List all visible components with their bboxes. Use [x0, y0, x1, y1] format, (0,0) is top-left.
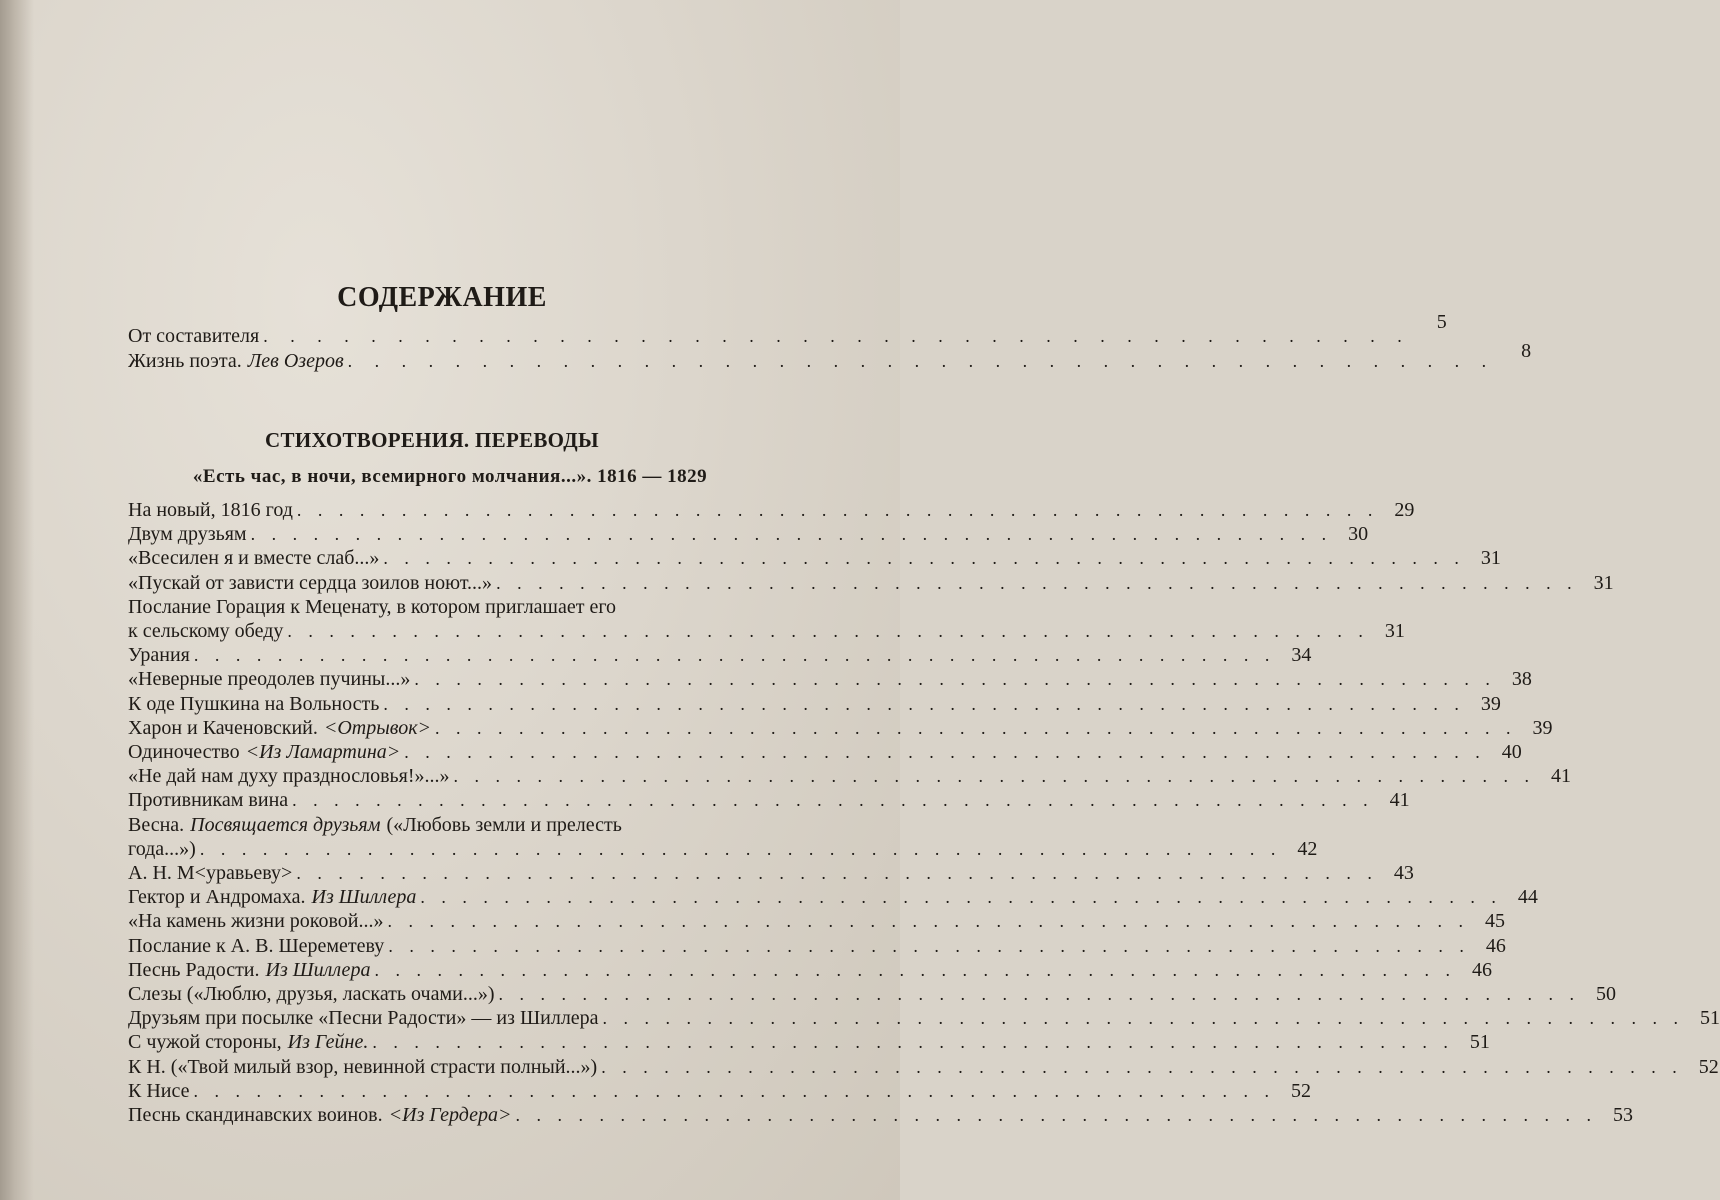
toc-entry: [128, 643, 1312, 667]
toc-entry: [128, 885, 1538, 909]
toc-entry-page: 41: [1551, 765, 1572, 788]
toc-leader-dots: . . . . . . . . . . . . . . . . . . . . . . . . . . . . . . . . . . . . . . . . . . . . . . . . . . . .: [498, 984, 1580, 1005]
toc-leader-dots: . . . . . . . . . . . . . . . . . . . . . . . . . . . . . . . . . . . . . . . . . . . . . . . . . . . .: [404, 742, 1486, 763]
toc-entry-page: 43: [1393, 862, 1414, 885]
toc-entry-title: Одиночество: [128, 741, 240, 764]
toc-leader-dots: . . . . . . . . . . . . . . . . . . . . . . . . . . . . . . . . . . . . . . . . . . . . . . . . . . . .: [292, 790, 1374, 811]
toc-entry-title: Песнь Радости.: [128, 958, 260, 981]
page-binding-shadow: [0, 0, 34, 1200]
toc-entry-title: К оде Пушкина на Вольность: [128, 692, 380, 715]
toc-entry-page: 53: [1613, 1104, 1634, 1127]
toc-entry-page: 51: [1700, 1007, 1720, 1030]
toc-entry-note: <Из Ламартина>: [245, 741, 401, 764]
toc-entry-title: С чужой стороны,: [128, 1031, 282, 1054]
toc-leader-dots: . . . . . . . . . . . . . . . . . . . . . . . . . . . . . . . . . . . . . . . . . . . . . . . . . . . .: [372, 1032, 1454, 1053]
toc-leader-dots: . . . . . . . . . . . . . . . . . . . . . . . . . . . . . . . . . . . . . . . . . . . . . . . . . . . .: [193, 645, 1276, 666]
toc-leader-dots: . . . . . . . . . . . . . . . . . . . . . . . . . . . . . . . . . . . . . . . . . . . . . . . . . . . .: [374, 959, 1456, 980]
toc-entry-page: 5: [1436, 311, 1447, 333]
toc-entry-title-cont: к сельскому обеду: [128, 620, 284, 643]
toc-leader-dots: . . . . . . . . . . . . . . . . . . . . . . . . . . . . . . . . . . . . . . . . . . . . . . . . . . . .: [387, 911, 1470, 932]
toc-entry-title: К Нисе: [128, 1079, 190, 1102]
toc-entry-page: 52: [1290, 1079, 1311, 1102]
toc-entry-page: 50: [1595, 983, 1616, 1006]
toc-entry-page: 52: [1698, 1055, 1719, 1078]
toc-entry-title: Весна.: [128, 813, 185, 836]
toc-entry-page: 38: [1511, 668, 1532, 691]
toc-entry-author: Лев Озеров: [247, 350, 344, 372]
toc-entry-title: Друзьям при посылке «Песни Радости» — из Шиллера: [128, 1007, 599, 1030]
toc-entry-title: Послание к А. В. Шереметеву: [128, 934, 385, 957]
toc-leader-dots: . . . . . . . . . . . . . . . . . . . . . . . . . . . . . . . . . . . . . . . . . . . . . . . . . . . .: [388, 935, 1470, 956]
toc-entry-page: 31: [1480, 547, 1501, 570]
toc-entry-title: «На камень жизни роковой...»: [128, 910, 384, 933]
toc-leader-dots: . . . . . . . . . . . . . . . . . . . . . . . . . . . . . . . . . . . . . . . . . . . . . . . . . . . .: [515, 1105, 1598, 1126]
toc-entry-page: 51: [1469, 1031, 1490, 1054]
toc-leader-dots: . . . . . . . . . . . . . . . . . . . . . . . . . . . . . . . . . . . . . . . . . . . . . . . . . . . .: [435, 717, 1517, 738]
toc-entry: [128, 861, 1414, 885]
toc-entry: [128, 692, 1501, 716]
toc-leader-dots: . . . . . . . . . . . . . . . . . . . . . . . . . . . . . . . . . . . . . . . . . . . . . . . . . . . .: [296, 500, 1379, 520]
toc-entry-title: Двум друзьям: [128, 523, 247, 546]
toc-entry: [128, 1030, 1490, 1054]
toc-entry-note: Из Гейне.: [287, 1031, 369, 1054]
toc-entry: [128, 571, 1614, 595]
toc-entry: [128, 1055, 1719, 1079]
toc-entry-note: Из Шиллера: [311, 886, 417, 909]
toc-entry: [128, 764, 1572, 788]
toc-entry-subtitle: («Любовь земли и прелесть: [386, 813, 622, 836]
toc-entry-title: Противникам вина: [128, 789, 289, 812]
toc-leader-dots: . . . . . . . . . . . . . . . . . . . . . . . . . . . . . . . . . . . . . . . . . . . . . . . . . . . .: [496, 572, 1578, 593]
toc-entry-title-cont: года...»): [128, 837, 196, 860]
toc-entry-page: 41: [1389, 789, 1410, 812]
toc-entry-title: «Не дай нам духу празднословья!»...»: [128, 765, 450, 788]
toc-leader-dots: . . . . . . . . . . . . . . . . . . . . . . . . . . . . . . . . . . . . . . . . . . .: [263, 326, 1411, 346]
toc-entry: [128, 498, 1415, 522]
toc-entry-title: Жизнь поэта.: [128, 350, 242, 372]
toc-entry: [128, 740, 1522, 764]
toc-leader-dots: . . . . . . . . . . . . . . . . . . . . . . . . . . . . . . . . . . . . . . . . . . . . . . . . . . . .: [420, 887, 1502, 908]
toc-leader-dots: . . . . . . . . . . . . . . . . . . . . . . . . . . . . . . . . . . . . . . . . . . . . . . . . . . . .: [383, 548, 1465, 569]
toc-leader-dots: . . . . . . . . . . . . . . . . . . . . . . . . . . . . . . . . . . . . . . . . . . . . . . . . . . . .: [601, 1056, 1683, 1077]
toc-entry-title: А. Н. М<уравьеву>: [128, 862, 293, 885]
toc-entry: [128, 1103, 1634, 1127]
toc-leader-dots: . . . . . . . . . . . . . . . . . . . . . . . . . . . . . . . . . . . . . . . . . . . . . . . . . . . .: [296, 863, 1378, 884]
toc-entry-title: Послание Горация к Меценату, в котором приглашает его: [128, 595, 617, 618]
toc-entry-page: 42: [1297, 837, 1318, 860]
toc-entry-title: «Всесилен я и вместе слаб...»: [128, 547, 380, 570]
toc-main-list: [128, 498, 1720, 1127]
subsection-title: «Есть час, в ночи, всемирного молчания...». 1816 — 1829: [192, 466, 708, 487]
toc-entry: [128, 595, 1405, 643]
toc-entry: [128, 340, 1532, 374]
toc-entry: [128, 546, 1501, 570]
toc-entry-note: <Из Гердера>: [388, 1104, 512, 1127]
toc-entry: [128, 909, 1506, 933]
toc-entry-title: Гектор и Андромаха.: [128, 886, 306, 909]
section-title: СТИХОТВОРЕНИЯ. ПЕРЕВОДЫ: [265, 428, 599, 452]
toc-entry-note: <Отрывок>: [323, 716, 432, 739]
toc-leader-dots: . . . . . . . . . . . . . . . . . . . . . . . . . . . . . . . . . . . . . . . . . . . . . . . . . . . .: [602, 1008, 1685, 1029]
toc-entry: [128, 982, 1616, 1006]
toc-leader-dots: . . . . . . . . . . . . . . . . . . . . . . . . . . . . . . . . . . . . . . . . . . . . . . . . . . . .: [250, 524, 1333, 545]
toc-entry-page: 40: [1501, 741, 1522, 764]
toc-entry: [128, 716, 1553, 740]
toc-leader-dots: . . . . . . . . . . . . . . . . . . . . . . . . . . . . . . . . . . . . . . . . . . . . . . . . . . . .: [414, 669, 1496, 690]
toc-entry-page: 8: [1521, 340, 1532, 362]
toc-entry: [128, 522, 1369, 546]
toc-entry-page: 31: [1384, 620, 1405, 643]
toc-entry-page: 45: [1485, 910, 1506, 933]
toc-leader-dots: . . . . . . . . . . . . . . . . . . . . . . . . . . . . . . . . . . . . . . . . . . . . . . . . . . . .: [453, 766, 1536, 787]
toc-entry: [128, 311, 1447, 349]
toc-entry-page: 44: [1517, 886, 1538, 909]
toc-entry: [128, 788, 1410, 812]
toc-entry: [128, 958, 1492, 982]
toc-entry-title: Слезы («Люблю, друзья, ласкать очами...»): [128, 983, 495, 1006]
toc-entry-note: Посвящается друзьям: [190, 813, 381, 836]
toc-entry-title: Песнь скандинавских воинов.: [128, 1104, 383, 1127]
toc-leader-dots: . . . . . . . . . . . . . . . . . . . . . . . . . . . . . . . . . . . . . . . . . . . . . . . . . . . .: [199, 838, 1282, 859]
toc-entry-title: «Неверные преодолев пучины...»: [128, 668, 411, 691]
toc-entry-page: 30: [1348, 523, 1369, 546]
toc-entry-page: 46: [1485, 934, 1506, 957]
toc-leader-dots: . . . . . . . . . . . . . . . . . . . . . . . . . . . . . . . . . . . . . . . . . . . . . . . . . . . .: [287, 621, 1369, 642]
toc-entry-page: 34: [1291, 644, 1312, 667]
toc-entry-title: «Пускай от зависти сердца зоилов ноют...»: [128, 571, 493, 594]
toc-entry-title: От составителя: [128, 325, 260, 347]
toc-entry: [128, 934, 1506, 958]
toc-leader-dots: . . . . . . . . . . . . . . . . . . . . . . . . . . . . . . . . . . . . . . . . . . .: [347, 351, 1496, 371]
toc-leader-dots: . . . . . . . . . . . . . . . . . . . . . . . . . . . . . . . . . . . . . . . . . . . . . . . . . . . .: [193, 1080, 1275, 1101]
toc-entry-page: 46: [1471, 958, 1492, 981]
toc-leader-dots: . . . . . . . . . . . . . . . . . . . . . . . . . . . . . . . . . . . . . . . . . . . . . . . . . . . .: [383, 693, 1465, 714]
toc-entry-note: Из Шиллера: [265, 958, 371, 981]
toc-entry-page: 29: [1394, 499, 1415, 521]
toc-entry-title: Урания: [128, 644, 190, 667]
toc-entry: [128, 1006, 1720, 1030]
toc-entry-page: 31: [1593, 571, 1614, 594]
toc-entry-page: 39: [1480, 692, 1501, 715]
toc-entry: [128, 667, 1532, 691]
toc-intro-list: [128, 311, 1532, 374]
toc-entry: [128, 813, 1318, 861]
toc-entry-title: К Н. («Твой милый взор, невинной страсти полный...»): [128, 1055, 598, 1078]
toc-entry: [128, 1079, 1311, 1103]
page-title: СОДЕРЖАНИЕ: [337, 282, 547, 313]
toc-entry-title: На новый, 1816 год: [128, 499, 293, 521]
toc-entry-title: Харон и Каченовский.: [128, 716, 318, 739]
toc-entry-page: 39: [1532, 716, 1553, 739]
